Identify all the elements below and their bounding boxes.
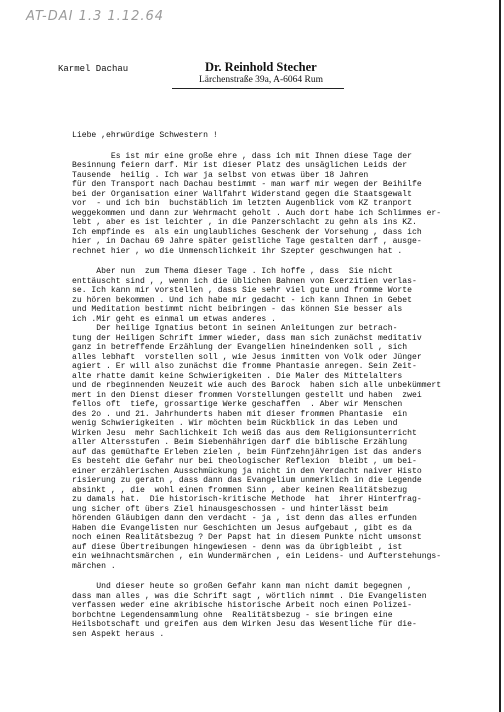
archive-stamp: AT-DAI 1.3 1.12.64 [26, 9, 165, 24]
text-line: fellos oft tiefe, grossartige Werke geschaffen . Aber wir Menschen [72, 400, 403, 409]
text-line: Tausende heilig . Ich war ja selbst von etwas über 18 Jahren [72, 170, 369, 180]
text-line: Wirken Jesu mehr Sachlichkeit Ich weiß das aus dem Religionsunterricht [72, 428, 417, 438]
text-line: enttäuscht sind , , wenn ich die üblichen Bahnen von Exerzitien verlas- [72, 276, 417, 286]
text-line: Und dieser heute so großen Gefahr kann man nicht damit begegnen , [72, 582, 412, 591]
text-line: borbchtne Legendensammlung ohne Realitätsbezug - sie bringen eine [72, 610, 393, 620]
text-line: Es besteht die Gefahr nur bei theologischer Reflexion bleibt , um bei- [72, 457, 417, 466]
text-line: Aber nun zum Thema dieser Tage . Ich hoffe , dass Sie nicht [72, 267, 393, 276]
text-line: für den Transport nach Dachau bestimmt - man warf mir wegen der Beihilfe [72, 180, 422, 189]
text-line: risierung zu geratn , dass dann das Evangelium unmerklich in die Legende [72, 476, 422, 485]
text-line: verfassen weder eine akribische historische Arbeit noch einen Polizei- [72, 601, 412, 610]
text-line: rechnet hier , wo die Unmenschlichkeit ihr Szepter geschwungen hat . [72, 246, 403, 256]
text-line: noch einen Realitätsbezug ? Der Papst hat in diesem Punkte nicht umsonst [72, 533, 422, 542]
text-line: absinkt , , die wohl einen frommen Sinn , aber keinen Realitätsbezug [72, 485, 408, 495]
text-line: ganz in betreffende Erzählung der Evangelien hineindenken soll , sich [72, 343, 408, 352]
text-line: bei der Organisation einer Wallfahrt Widerstand gegen die Staatsgewalt [72, 189, 412, 199]
text-line: einer erzählerischen Ausschmückung ja nicht in den Verdacht naiver Histo [72, 466, 422, 476]
text-line: se. Ich kann mir vorstellen , dass Sie sehr viel gute und fromme Worte [72, 286, 412, 295]
salutation: Liebe ,ehrwürdige Schwestern ! [72, 131, 218, 140]
text-line: alte rhatte damit keine Schwierigkeiten . Die Maler des Mittelalters [72, 371, 403, 381]
recipient-label: Karmel Dachau [58, 64, 129, 74]
text-line: vor - und ich bin buchstäblich im letzten Augenblick vom KZ tranport [72, 199, 412, 208]
text-line: Es ist mir eine große ehre , dass ich mit Ihnen diese Tage der [72, 151, 412, 161]
text-line: Der heilige Ignatius betont in seinen Anleitungen zur betrach- [72, 324, 398, 333]
text-line: zu hören bekommen . Und ich habe mir gedacht - ich kann Ihnen in Gebet [72, 295, 412, 305]
text-line: Besinnung feiern darf. Mir ist dieser Platz des unsäglichen Leids der [72, 161, 408, 170]
text-line: Ich empfinde es als ein unglaubliches Geschenk der Vorsehung , dass ich [72, 227, 422, 237]
text-line: agiert . Er will also zunächst die fromme Phantasie anregen. Sein Zeit- [72, 362, 417, 371]
text-line: wenig Schwierigkeiten . Wir möchten beim Rückblick in das Leben und [72, 419, 398, 428]
text-line: hier , in Dachau 69 Jahre später geistliche Tage gestalten darf , ausge- [72, 237, 422, 246]
text-line: weggekommen und dann zur Wehrmacht geholt . Auch dort habe ich Schlimmes er- [72, 208, 442, 218]
text-line: tung der Heiligen Schrift immer wieder, dass man sich zunächst meditativ [72, 333, 422, 343]
text-line: Heilsbotschaft und greifen aus dem Wirken Jesu das Wesentliche für die- [72, 620, 417, 629]
text-line: zu damals hat. Die historisch-kritische Methode hat ihrer Hinterfrag- [72, 495, 422, 504]
text-line: auf das gemüthafte Erleben zielen , beim Fünfzehnjährigen ist das anders [72, 447, 422, 457]
text-line: alles lebhaft vorstellen soll , wie Jesus inmitten von Volk oder Jünger [72, 352, 422, 362]
sender-address: Lärchenstraße 39a, A-6064 Rum [199, 75, 323, 85]
letter-body [72, 131, 500, 639]
text-line: und de rbeginnenden Neuzeit wie auch des Barock haben sich alle unbekümmert [72, 381, 442, 390]
text-line: dass man alles , was die Schrift sagt , wörtlich nimmt . Die Evangelisten [72, 591, 427, 601]
text-line: märchen . [72, 561, 116, 571]
text-line: aller Altersstufen . Beim Siebenhährigen darf die biblische Erzählung [72, 438, 408, 447]
text-line: mert in den Dienst dieser frommen Vorstellungen gestellt und haben zwei [72, 390, 422, 400]
text-line: ung sicher oft übers Ziel hinausgeschossen - und hinterlässt beim [72, 504, 388, 514]
text-line: hörenden Gläubigen dann den verdacht - ja , ist denn das alles erfunden [72, 514, 417, 523]
text-line: auf diese Übertreibungen hingewiesen - denn was da übrigbleibt , ist [72, 542, 403, 552]
text-line: sen Aspekt heraus . [72, 629, 165, 639]
text-line: lebt , aber es ist leichter , in die Panzerschlacht zu gehn als ins KZ. [72, 218, 417, 227]
header-divider [172, 88, 344, 89]
sender-name: Dr. Reinhold Stecher [205, 60, 317, 74]
text-line: ich .Mir geht es einmal um etwas anderes . [72, 314, 276, 324]
text-line: ein weihnachtsmärchen , ein Wundermärchen , ein Leidens- und Aufterstehungs- [72, 552, 442, 561]
text-line: Haben die Evangelisten nur Geschichten um Jesus aufgebaut , gibt es da [72, 523, 412, 533]
text-line: und Meditation bestimmt nicht beibringen - das können Sie besser als [72, 305, 403, 314]
text-line: des 2o . und 21. Jahrhunderts haben mit dieser frommen Phantasie ein [72, 409, 408, 419]
